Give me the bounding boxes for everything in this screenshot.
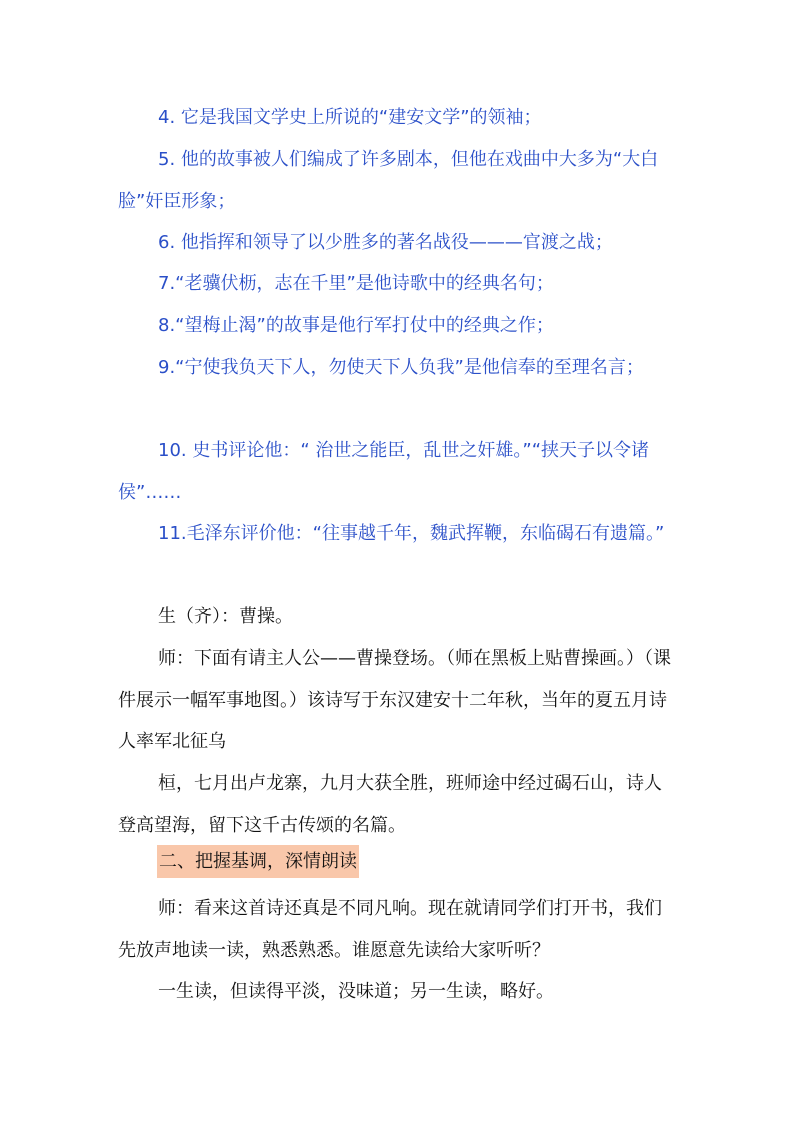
teacher-read-instruction: 师：看来这首诗还真是不同凡响。现在就请同学们打开书，我们先放声地读一读，熟悉熟悉。谁愿意先读给大家听听？ [118, 898, 662, 961]
list-item-5: 5. 他的故事被人们编成了许多剧本，但他在戏曲中大多为“大白脸”奸臣形象； [118, 149, 659, 212]
list-item-11: 11.毛泽东评价他：“往事越千年，魏武挥鞭，东临碣石有遗篇。” [158, 523, 665, 544]
list-item-8: 8.“望梅止渴”的故事是他行军打仗中的经典之作； [158, 315, 554, 336]
student-read-note: 一生读，但读得平淡，没味道；另一生读，略好。 [158, 981, 554, 1002]
list-item-4: 4. 它是我国文学史上所说的“建安文学”的领袖； [158, 107, 542, 128]
teacher-intro-continued: 桓，七月出卢龙寨，九月大获全胜，班师途中经过碣石山，诗人登高望海，留下这千古传颂的名篇。 [118, 773, 662, 836]
list-item-6: 6. 他指挥和领导了以少胜多的著名战役———官渡之战； [158, 232, 613, 253]
section-heading: 二、把握基调，深情朗读 [157, 845, 359, 878]
teacher-intro: 师：下面有请主人公——曹操登场。（师在黑板上贴曹操画。）（课件展示一幅军事地图。）该诗写于东汉建安十二年秋，当年的夏五月诗人率军北征乌 [118, 648, 671, 752]
list-item-10: 10. 史书评论他：“ 治世之能臣，乱世之奸雄。”“挟天子以令诸侯”…… [118, 440, 650, 503]
list-item-7: 7.“老骥伏枥，志在千里”是他诗歌中的经典名句； [158, 273, 554, 294]
student-answer: 生（齐）：曹操。 [158, 606, 293, 627]
list-item-9: 9.“宁使我负天下人，勿使天下人负我”是他信奉的至理名言； [158, 357, 644, 378]
